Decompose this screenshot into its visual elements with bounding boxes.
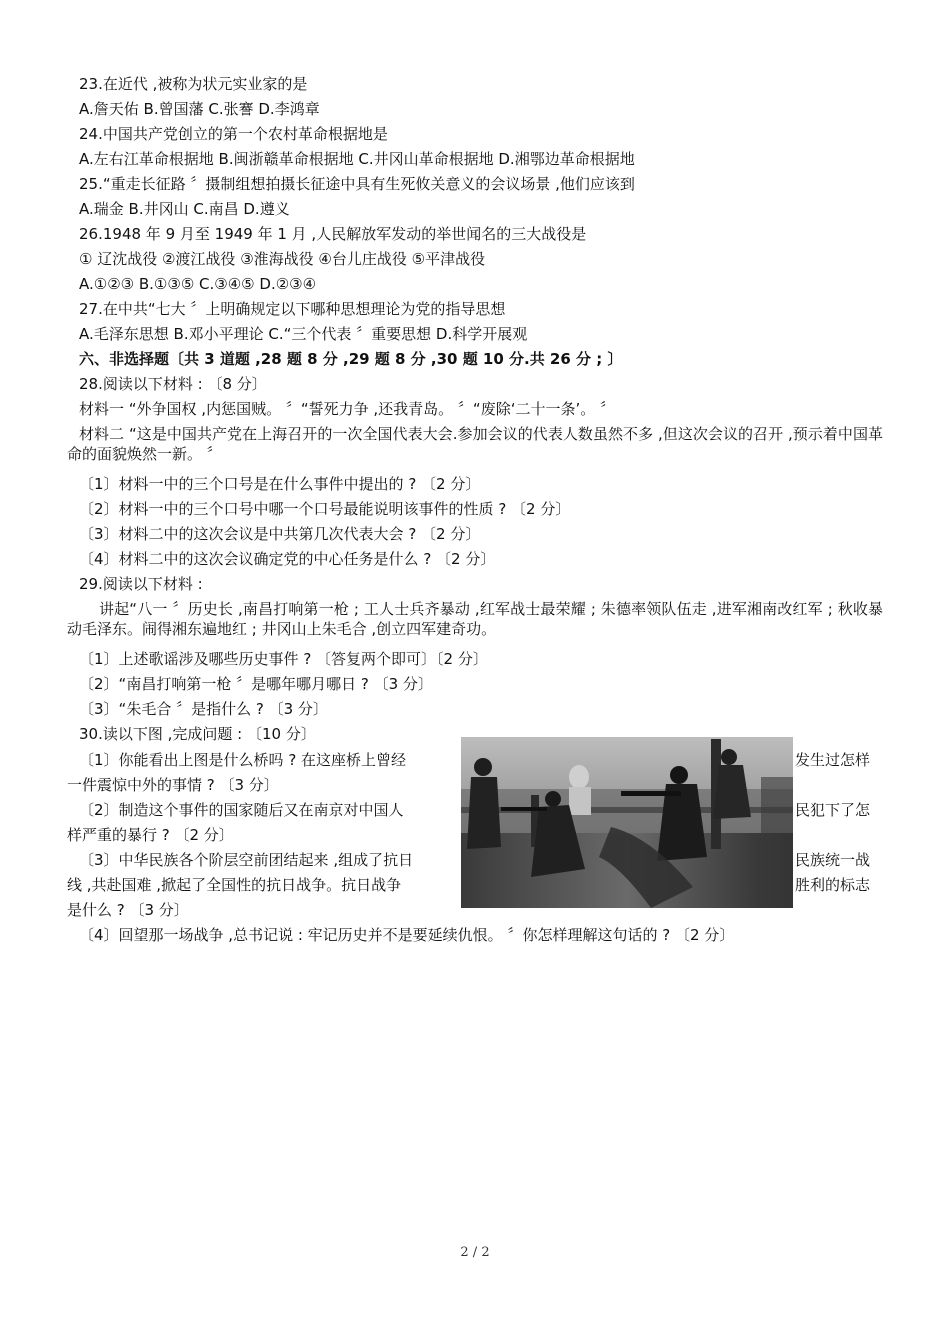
- question-29-text: 讲起“八一 〞历史长 ,南昌打响第一枪 ; 工人士兵齐暴动 ,红军战士最荣耀 ; 朱德率领队伍走 ,进军湘南改红军 ; 秋收暴动毛泽东。闹得湘东遍地红 ; 井冈山上朱毛合 ,创立四军建奇功。: [67, 600, 883, 638]
- question-30-part-4: 〔4〕回望那一场战争 ,总书记说 : 牢记历史并不是要延续仇恨。 〞你怎样理解这句话的 ? 〔2 分〕: [79, 926, 735, 944]
- question-28-material-1: 材料一 “外争国权 ,内惩国贼。 〞“誓死力争 ,还我青岛。 〞“废除‘二十一条’。 〞: [79, 400, 615, 418]
- historical-photo: [461, 737, 793, 908]
- question-27: 27.在中共“七大 〞上明确规定以下哪种思想理论为党的指导思想: [79, 300, 506, 318]
- question-30-part-2-cont: 样严重的暴行 ? 〔2 分〕: [67, 826, 234, 844]
- question-28-material-2: 材料二 “这是中国共产党在上海召开的一次全国代表大会.参加会议的代表人数虽然不多 ,但这次会议的召开 ,预示着中国革命的面貌焕然一新。 〞: [67, 425, 883, 463]
- question-25-options: A.瑞金 B.井冈山 C.南昌 D.遵义: [79, 200, 290, 218]
- question-29: 29.阅读以下材料 :: [79, 575, 203, 593]
- question-30-part-3-cont: 线 ,共赴国难 ,掀起了全国性的抗日战争。抗日战争: [67, 876, 402, 894]
- question-26-items: ① 辽沈战役 ②渡江战役 ③淮海战役 ④台儿庄战役 ⑤平津战役: [79, 250, 486, 268]
- question-30-part-2-left: 〔2〕制造这个事件的国家随后又在南京对中国人: [79, 801, 404, 819]
- question-28: 28.阅读以下材料 : 〔8 分〕: [79, 375, 267, 393]
- question-30-part-3-right-2: 胜利的标志: [795, 876, 871, 894]
- question-29-part-2: 〔2〕“南昌打响第一枪 〞是哪年哪月哪日 ? 〔3 分〕: [79, 675, 433, 693]
- question-30-part-1-right: 发生过怎样: [795, 751, 871, 769]
- question-30: 30.读以下图 ,完成问题 : 〔10 分〕: [79, 725, 316, 743]
- question-30-part-1-left: 〔1〕你能看出上图是什么桥吗 ? 在这座桥上曾经: [79, 751, 407, 769]
- question-30-part-3-right: 民族统一战: [795, 851, 871, 869]
- question-28-part-3: 〔3〕材料二中的这次会议是中共第几次代表大会 ? 〔2 分〕: [79, 525, 481, 543]
- question-29-part-1: 〔1〕上述歌谣涉及哪些历史事件 ? 〔答复两个即可〕〔2 分〕: [79, 650, 488, 668]
- section-6-heading: 六、非选择题〔共 3 道题 ,28 题 8 分 ,29 题 8 分 ,30 题 10 分.共 26 分 ; 〕: [79, 350, 623, 368]
- question-28-part-2: 〔2〕材料一中的三个口号中哪一个口号最能说明该事件的性质 ? 〔2 分〕: [79, 500, 571, 518]
- question-26: 26.1948 年 9 月至 1949 年 1 月 ,人民解放军发动的举世闻名的三大战役是: [79, 225, 587, 243]
- question-26-options: A.①②③ B.①③⑤ C.③④⑤ D.②③④: [79, 275, 317, 293]
- page-number: 2 / 2: [460, 1245, 490, 1260]
- question-25: 25.“重走长征路 〞摄制组想拍摄长征途中具有生死攸关意义的会议场景 ,他们应该到: [79, 175, 635, 193]
- question-28-part-1: 〔1〕材料一中的三个口号是在什么事件中提出的 ? 〔2 分〕: [79, 475, 481, 493]
- question-27-options: A.毛泽东思想 B.邓小平理论 C.“三个代表 〞重要思想 D.科学开展观: [79, 325, 528, 343]
- question-29-part-3: 〔3〕“朱毛合 〞是指什么 ? 〔3 分〕: [79, 700, 328, 718]
- question-30-part-3-end: 是什么 ? 〔3 分〕: [67, 901, 189, 919]
- question-30-part-3-left: 〔3〕中华民族各个阶层空前团结起来 ,组成了抗日: [79, 851, 414, 869]
- question-30-part-2-right: 民犯下了怎: [795, 801, 871, 819]
- question-23: 23.在近代 ,被称为状元实业家的是: [79, 75, 308, 93]
- question-30-part-1-cont: 一件震惊中外的事情 ? 〔3 分〕: [67, 776, 279, 794]
- question-24-options: A.左右江革命根据地 B.闽浙赣革命根据地 C.井冈山革命根据地 D.湘鄂边革命根据地: [79, 150, 635, 168]
- question-24: 24.中国共产党创立的第一个农村革命根据地是: [79, 125, 388, 143]
- question-28-part-4: 〔4〕材料二中的这次会议确定党的中心任务是什么 ? 〔2 分〕: [79, 550, 496, 568]
- question-23-options: A.詹天佑 B.曾国藩 C.张謇 D.李鸿章: [79, 100, 320, 118]
